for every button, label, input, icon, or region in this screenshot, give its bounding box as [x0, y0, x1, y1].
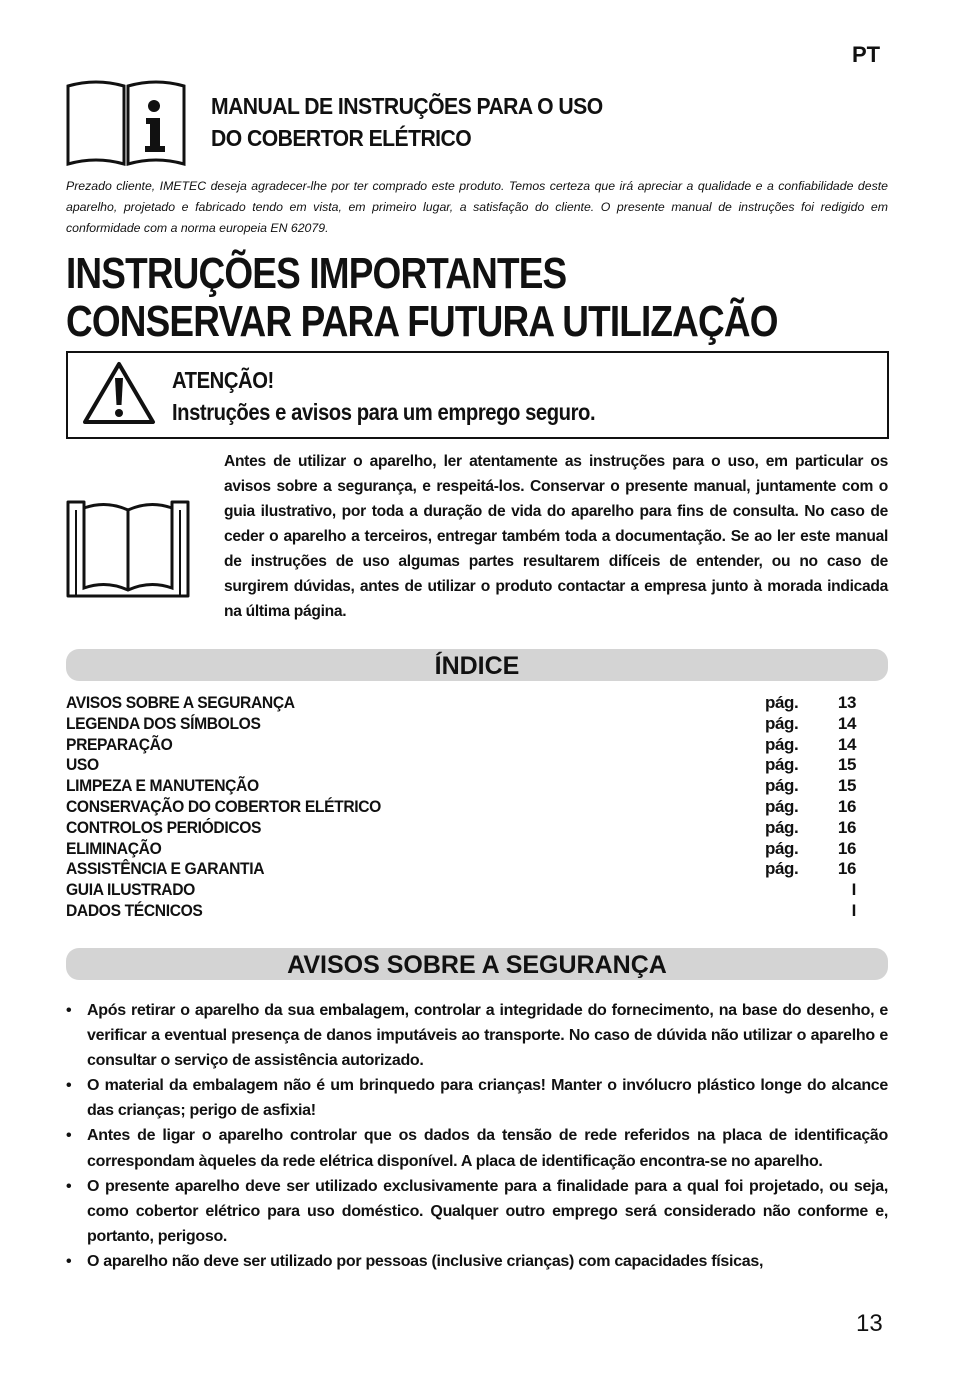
- warning-triangle-icon: [82, 360, 156, 426]
- toc-entry-page-label: pág.: [765, 796, 799, 816]
- safety-bullet-list: [66, 998, 888, 1274]
- toc-entry-title: GUIA ILUSTRADO: [66, 880, 195, 900]
- info-manual-icon: [66, 80, 186, 166]
- toc-entry-page-label: pág.: [765, 859, 799, 879]
- main-title-line2: CONSERVAR PARA FUTURA UTILIZAÇÃO: [66, 297, 778, 346]
- toc-row: [66, 692, 856, 713]
- table-of-contents: [66, 692, 856, 921]
- toc-entry-page-label: pág.: [765, 734, 799, 754]
- toc-row: [66, 900, 856, 921]
- toc-entry-page-number: 16: [837, 838, 856, 858]
- manual-title-line2: DO COBERTOR ELÉTRICO: [211, 125, 472, 151]
- toc-entry-page-number: 15: [837, 755, 856, 775]
- safety-heading: AVISOS SOBRE A SEGURANÇA: [66, 948, 888, 980]
- toc-entry-title: AVISOS SOBRE A SEGURANÇA: [66, 693, 295, 712]
- warning-subheading: Instruções e avisos para um emprego seguro.: [172, 399, 596, 425]
- toc-entry-title: CONSERVAÇÃO DO COBERTOR ELÉTRICO: [66, 796, 381, 816]
- toc-entry-title: LIMPEZA E MANUTENÇÃO: [66, 776, 259, 796]
- safety-bullet: • O presente aparelho deve ser utilizado exclusivamente para a finalidade para a qual foi projetado, ou seja, como cobertor elétrico para uso doméstico. Qualquer outro emprego será considerado não conforme e, portanto, perigoso.: [66, 1174, 888, 1249]
- toc-entry-title: DADOS TÉCNICOS: [66, 900, 203, 920]
- toc-entry-page-number: I: [851, 880, 856, 900]
- toc-row: [66, 796, 856, 817]
- safety-bullet: • O material da embalagem não é um brinquedo para crianças! Manter o invólucro plástico longe do alcance das crianças; perigo de asfixia!: [66, 1073, 888, 1123]
- toc-entry-page-label: pág.: [765, 755, 799, 775]
- warning-heading: ATENÇÃO!: [172, 367, 274, 393]
- toc-entry-page-number: 16: [837, 796, 856, 816]
- toc-entry-page-number: I: [851, 900, 856, 920]
- toc-entry-title: USO: [66, 755, 99, 775]
- toc-row: [66, 858, 856, 879]
- toc-row: [66, 734, 856, 755]
- language-code: PT: [852, 42, 881, 67]
- toc-row: [66, 775, 856, 796]
- toc-entry-page-number: 13: [837, 693, 856, 712]
- main-title-line1: INSTRUÇÕES IMPORTANTES: [66, 249, 567, 298]
- toc-entry-page-number: 14: [837, 713, 856, 733]
- page-number: 13: [856, 1310, 883, 1337]
- toc-entry-title: CONTROLOS PERIÓDICOS: [66, 817, 262, 837]
- toc-entry-title: PREPARAÇÃO: [66, 734, 173, 754]
- toc-row: [66, 817, 856, 838]
- toc-entry-title: ASSISTÊNCIA E GARANTIA: [66, 859, 265, 879]
- safety-bullet: • Após retirar o aparelho da sua embalagem, controlar a integridade do fornecimento, na base do desenho, e verificar a eventual presença de danos imputáveis ao transporte. No caso de dúvida não utilizar o aparelho e consultar o serviço de assistência autorizado.: [66, 998, 888, 1073]
- toc-entry-page-label: pág.: [765, 713, 799, 733]
- toc-row: [66, 879, 856, 900]
- read-manual-paragraph: Antes de utilizar o aparelho, ler atentamente as instruções para o uso, em particular os avisos sobre a segurança, e respeitá-los. Conservar o presente manual, juntamente com o guia ilustrativo, por toda a duração de vida do aparelho para fins de consulta. No caso de ceder o aparelho a terceiros, entregar também toda a documentação. Se ao ler este manual de instruções de uso algumas partes resultarem difíceis de entender, ou no caso de surgirem dúvidas, antes de utilizar o produto contactar a empresa junto à morada indicada na última página.: [224, 453, 888, 620]
- toc-entry-title: LEGENDA DOS SÍMBOLOS: [66, 713, 261, 733]
- toc-row: [66, 713, 856, 734]
- safety-bullet: • Antes de ligar o aparelho controlar que os dados da tensão de rede referidos na placa de identificação correspondam àqueles da rede elétrica disponível. A placa de identificação encontra-se no aparelho.: [66, 1123, 888, 1173]
- toc-entry-page-label: pág.: [765, 817, 799, 837]
- toc-row: [66, 838, 856, 859]
- toc-entry-page-number: 16: [837, 859, 856, 879]
- toc-entry-title: ELIMINAÇÃO: [66, 838, 162, 858]
- index-heading: ÍNDICE: [66, 649, 888, 681]
- toc-entry-page-label: pág.: [765, 693, 799, 712]
- toc-entry-page-number: 15: [837, 776, 856, 796]
- safety-bullet: • O aparelho não deve ser utilizado por pessoas (inclusive crianças) com capacidades físicas,: [66, 1249, 888, 1274]
- main-title: [66, 250, 778, 346]
- toc-entry-page-number: 14: [837, 734, 856, 754]
- manual-title: [211, 90, 603, 154]
- toc-entry-page-number: 16: [837, 817, 856, 837]
- toc-row: [66, 754, 856, 775]
- intro-paragraph: Prezado cliente, IMETEC deseja agradecer-lhe por ter comprado este produto. Temos certeza que irá apreciar a qualidade e a confiabilidade deste aparelho, projetado e fabricado tendo em vista, em primeiro lugar, a satisfação do cliente. O presente manual de instruções foi redigido em conformidade com a norma europeia EN 62079.: [66, 179, 888, 235]
- toc-entry-page-label: pág.: [765, 838, 799, 858]
- open-book-icon: [66, 500, 190, 598]
- warning-text: [172, 364, 595, 428]
- manual-title-line1: MANUAL DE INSTRUÇÕES PARA O USO: [211, 93, 603, 119]
- toc-entry-page-label: pág.: [765, 776, 799, 796]
